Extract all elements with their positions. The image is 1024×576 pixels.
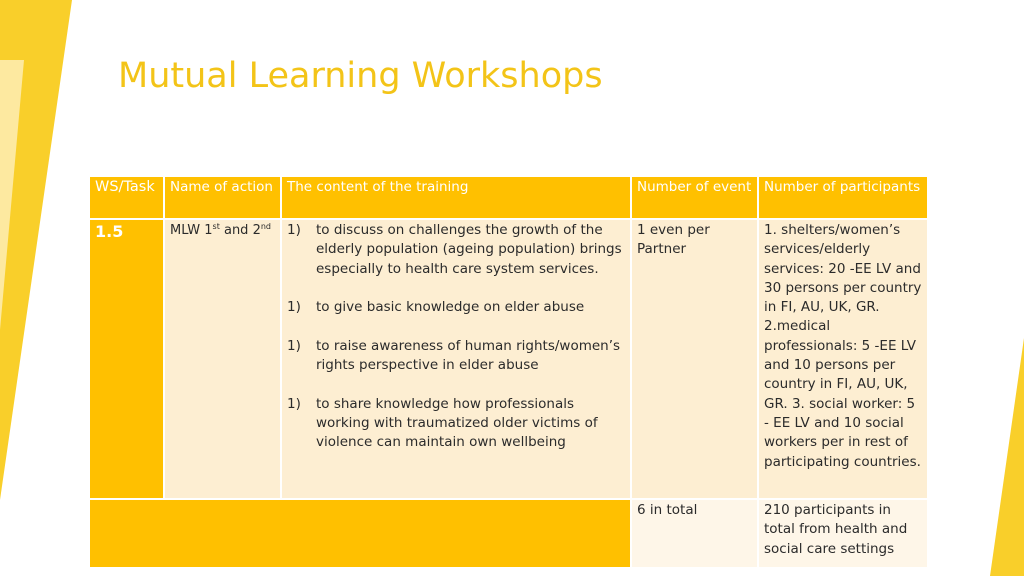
cell-total-events: 6 in total: [631, 499, 758, 568]
cell-number-of-event: 1 even per Partner: [631, 219, 758, 499]
list-text: to raise awareness of human rights/women’s rights perspective in elder abuse: [316, 337, 621, 374]
header-name-of-action: Name of action: [164, 176, 281, 219]
name-prefix: MLW 1: [170, 223, 213, 238]
cell-content: [281, 219, 631, 499]
table-total-row: [89, 499, 928, 568]
name-sup-first: st: [212, 222, 220, 231]
list-item: [287, 298, 625, 317]
cell-number-of-participants: 1. shelters/women’s services/elderly services: 20 -EE LV and 30 persons per country in FI, AU, UK, GR. 2.medical professionals: 5 -EE LV and 10 persons per country in FI, AU, UK, GR. 3. social worker: 5 - EE LV and 10 social workers per in rest of participating countries.: [758, 219, 928, 499]
page-title: Mutual Learning Workshops: [118, 56, 603, 96]
list-number: 1): [287, 337, 301, 354]
list-number: 1): [287, 222, 301, 238]
header-number-of-event: Number of event: [631, 176, 758, 219]
list-text: to discuss on challenges the growth of the elderly population (ageing population) brings especially to health care system services.: [316, 222, 622, 277]
list-number: 1): [287, 299, 301, 316]
table-header-row: [89, 176, 928, 219]
list-item: [287, 337, 625, 376]
list-number: 1): [287, 395, 301, 412]
cell-total-participants: 210 participants in total from health and social care settings: [758, 499, 928, 568]
header-number-of-participants: Number of participants: [758, 176, 928, 219]
header-content: The content of the training: [281, 176, 631, 219]
list-text: to share knowledge how professionals working with traumatized older victims of violence can maintain own wellbeing: [316, 395, 598, 451]
list-item: [287, 395, 625, 453]
workshops-table: [88, 175, 929, 569]
list-text: to give basic knowledge on elder abuse: [316, 299, 585, 316]
cell-name-of-action: [164, 219, 281, 499]
header-ws-task: WS/Task: [89, 176, 164, 219]
right-yellow-stripe: [990, 338, 1024, 576]
total-row-spacer: [89, 499, 631, 568]
content-list: [287, 221, 625, 453]
name-sup-second: nd: [260, 222, 271, 231]
name-mid: and 2: [219, 223, 261, 238]
cell-ws-task: 1.5: [89, 219, 164, 499]
table-row: [89, 219, 928, 499]
list-item: [287, 221, 625, 279]
